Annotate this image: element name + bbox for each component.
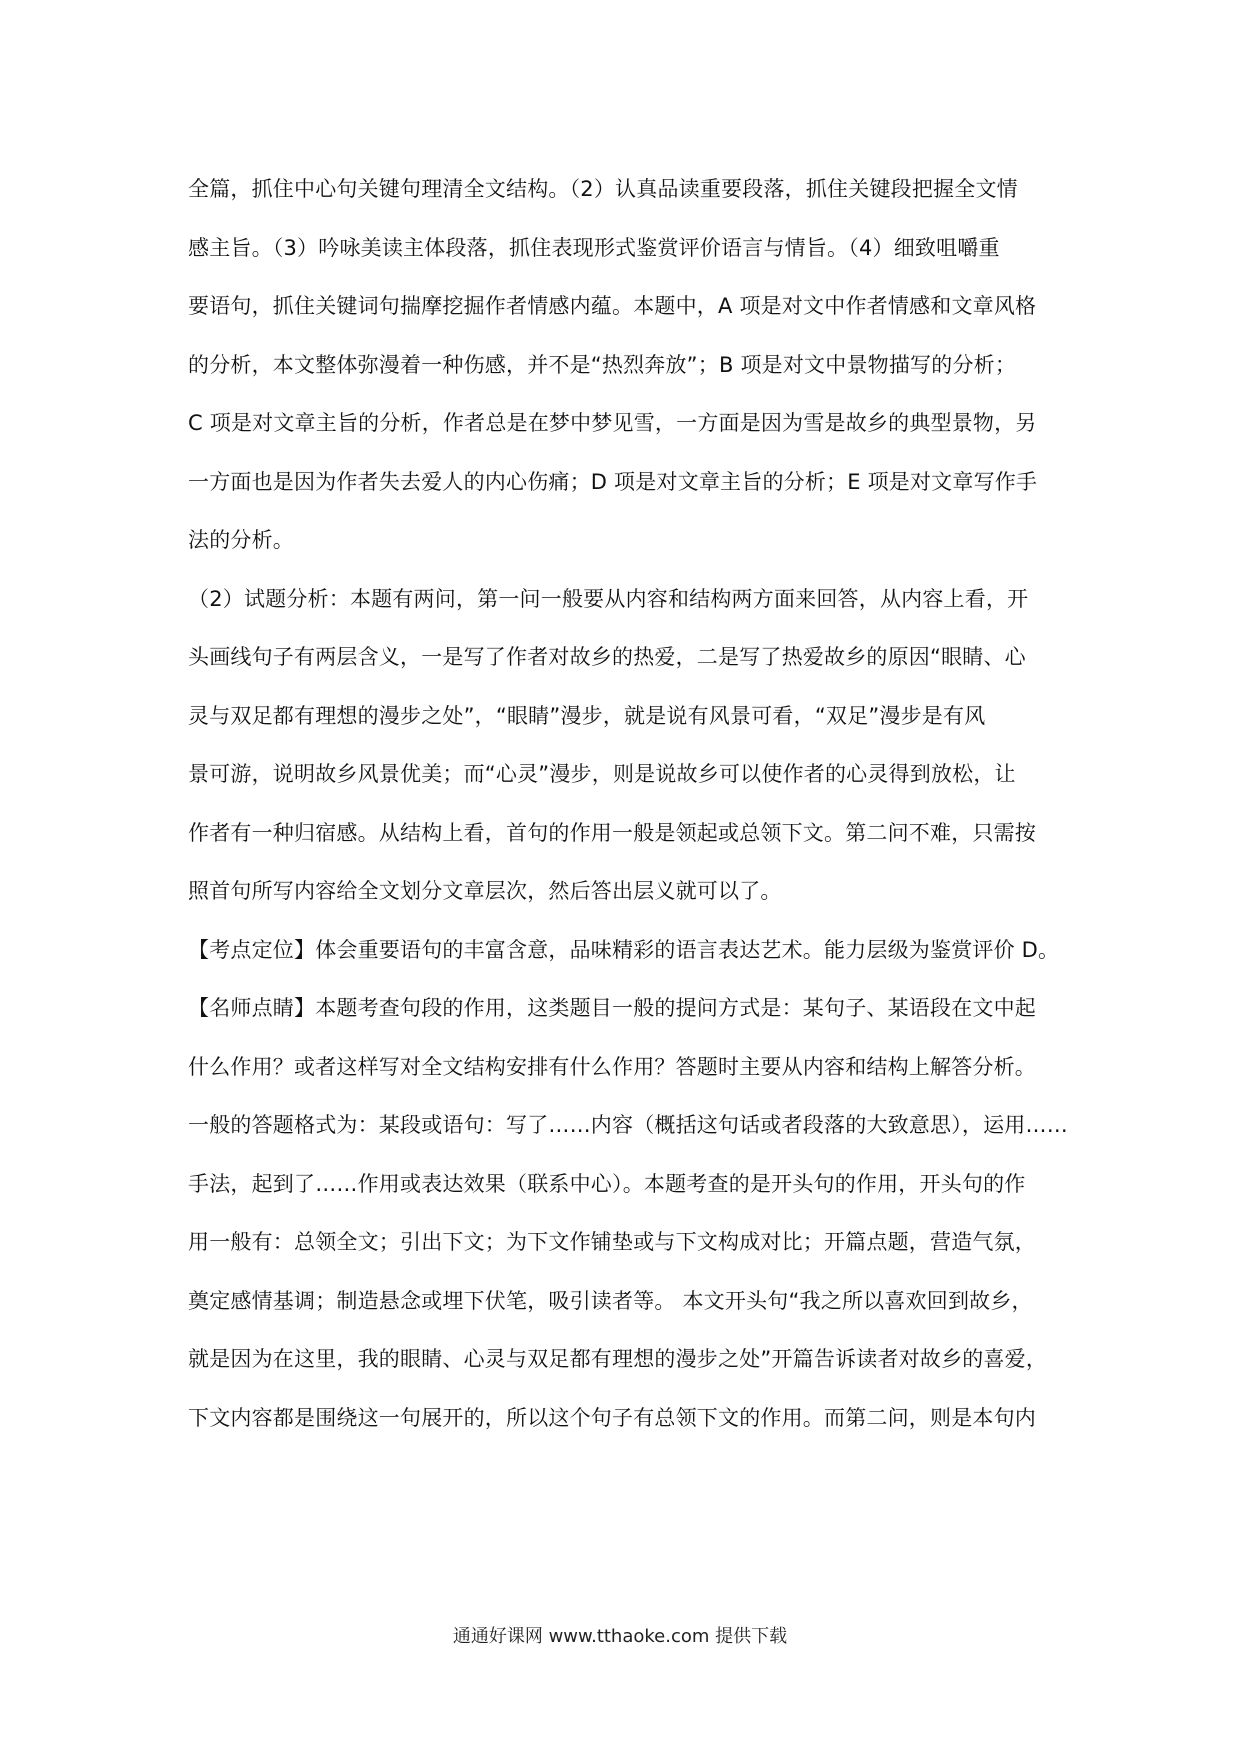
text-line: 奠定感情基调；制造悬念或埋下伏笔，吸引读者等。 本文开头句“我之所以喜欢回到故乡，: [188, 1288, 1033, 1313]
text-line: 作者有一种归宿感。从结构上看，首句的作用一般是领起或总领下文。第二问不难，只需按: [188, 820, 1036, 845]
text-line: 照首句所写内容给全文划分文章层次，然后答出层义就可以了。: [188, 879, 782, 903]
text-line: 一方面也是因为作者失去爱人的内心伤痛；D 项是对文章主旨的分析；E 项是对文章写作手: [188, 469, 1038, 494]
text-line: 就是因为在这里，我的眼睛、心灵与双足都有理想的漫步之处”开篇告诉读者对故乡的喜爱，: [188, 1347, 1048, 1371]
text-line: 【考点定位】体会重要语句的丰富含意，品味精彩的语言表达艺术。能力层级为鉴赏评价 D。: [188, 937, 1060, 962]
text-line: 的分析，本文整体弥漫着一种伤感，并不是“热烈奔放”；B 项是对文中景物描写的分析；: [188, 352, 1017, 377]
text-line: 手法，起到了……作用或表达效果（联系中心）。本题考查的是开头句的作用，开头句的作: [188, 1171, 1026, 1196]
text-line: （2）试题分析：本题有两问，第一问一般要从内容和结构两方面来回答，从内容上看，开: [188, 586, 1029, 611]
text-line: 一般的答题格式为：某段或语句：写了……内容（概括这句话或者段落的大致意思），运用……: [188, 1113, 1068, 1137]
text-line: 下文内容都是围绕这一句展开的，所以这个句子有总领下文的作用。而第二问，则是本句内: [188, 1405, 1036, 1430]
text-line: 头画线句子有两层含义，一是写了作者对故乡的热爱，二是写了热爱故乡的原因“眼睛、心: [188, 645, 1026, 669]
text-line: 要语句，抓住关键词句揣摩挖掘作者情感内蕴。本题中，A 项是对文中作者情感和文章风格: [188, 294, 1037, 318]
text-line: 用一般有：总领全文；引出下文；为下文作铺垫或与下文构成对比；开篇点题，营造气氛，: [188, 1230, 1036, 1254]
text-line: 什么作用？或者这样写对全文结构安排有什么作用？答题时主要从内容和结构上解答分析。: [188, 1054, 1036, 1079]
document-body: [188, 160, 1068, 1447]
text-line: 景可游，说明故乡风景优美；而“心灵”漫步，则是说故乡可以使作者的心灵得到放松，让: [188, 762, 1016, 786]
text-line: 法的分析。: [188, 528, 294, 552]
text-line: C 项是对文章主旨的分析，作者总是在梦中梦见雪，一方面是因为雪是故乡的典型景物，另: [188, 411, 1037, 435]
text-line: 灵与双足都有理想的漫步之处”，“眼睛”漫步，就是说有风景可看，“双足”漫步是有风: [188, 703, 986, 728]
text-line: 全篇，抓住中心句关键句理清全文结构。（2）认真品读重要段落，抓住关键段把握全文情: [188, 177, 1018, 201]
text-line: 感主旨。（3）吟咏美读主体段落，抓住表现形式鉴赏评价语言与情旨。（4）细致咀嚼重: [188, 235, 1000, 260]
page-footer: 通通好课网 www.tthaoke.com 提供下载: [452, 1626, 788, 1647]
text-line: 【名师点睛】本题考查句段的作用，这类题目一般的提问方式是：某句子、某语段在文中起: [188, 996, 1036, 1020]
